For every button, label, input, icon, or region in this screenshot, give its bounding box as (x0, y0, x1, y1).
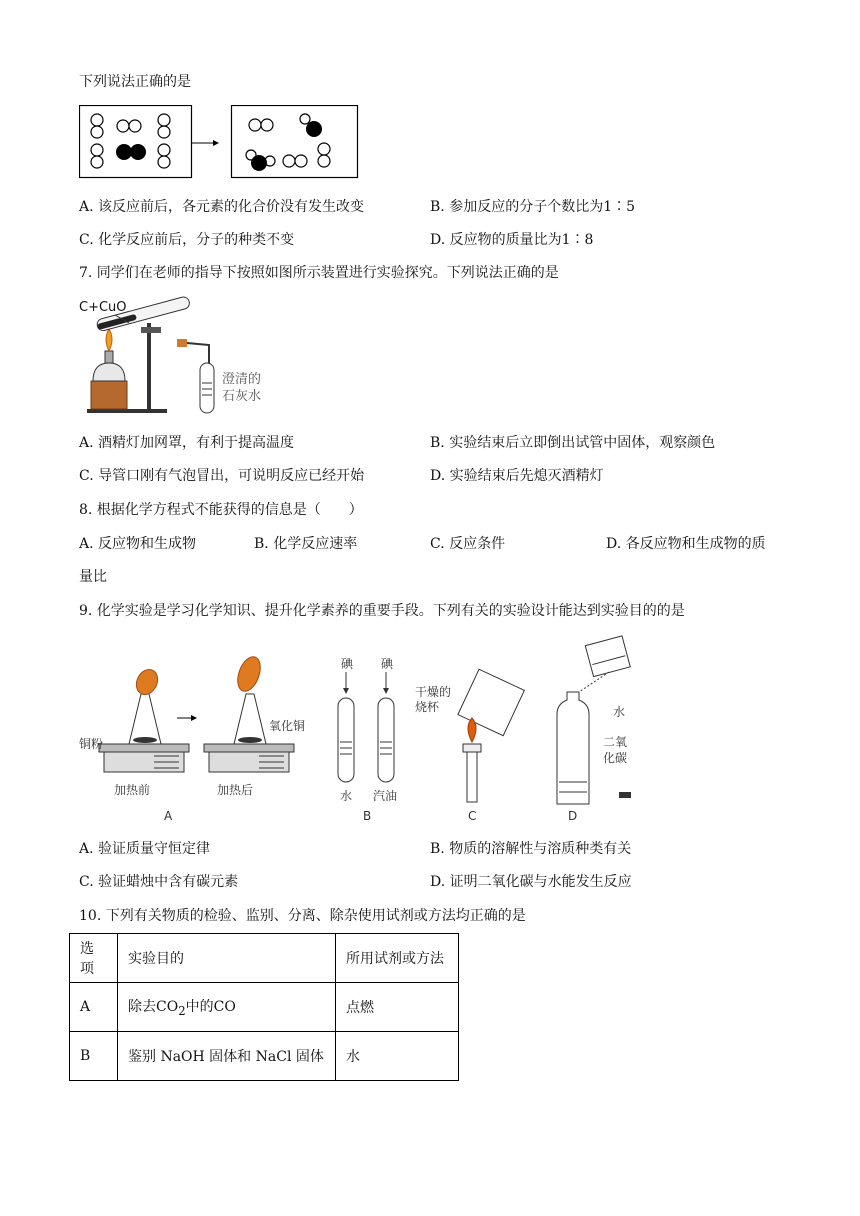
q7-label-limewater-2: 石灰水 (222, 389, 262, 404)
table-cell-method: 水 (336, 1032, 459, 1081)
formula-co2 (156, 999, 186, 1018)
formula-subscript: 2 (178, 1003, 186, 1018)
table-header-purpose: 实验目的 (118, 934, 336, 983)
q9-label-water: 水 (340, 789, 353, 803)
table-cell-purpose (118, 983, 336, 1032)
table-row (70, 1032, 459, 1081)
q8-stem: 8. 根据化学方程式不能获得的信息是（ ） (79, 502, 363, 518)
table-cell-purpose: 鉴别 NaOH 固体和 NaCl 固体 (118, 1032, 336, 1081)
q9-label-a: A (164, 809, 173, 823)
q9-label-dry-2: 烧杯 (415, 700, 440, 714)
q8-option-d: D. 各反应物和生成物的质 (606, 536, 766, 552)
q9-label-copper-powder: 铜粉 (79, 737, 104, 751)
purpose-text-mid: 中的 (185, 999, 214, 1016)
q9-option-b: B. 物质的溶解性与溶质种类有关 (430, 841, 632, 857)
q9-label-after: 加热后 (217, 783, 254, 797)
formula-co: CO (213, 999, 236, 1016)
q7-label-reactant: C+CuO (79, 300, 127, 315)
q6-stem: 下列说法正确的是 (79, 74, 191, 90)
q9-label-water-d: 水 (613, 705, 626, 719)
q9-label-d: D (568, 809, 578, 823)
table-header-option: 选项 (70, 934, 118, 983)
q7-option-b: B. 实验结束后立即倒出试管中固体，观察颜色 (430, 435, 716, 451)
table-header-method: 所用试剂或方法 (336, 934, 459, 983)
q9-label-before: 加热前 (114, 783, 151, 797)
q9-label-gasoline: 汽油 (373, 789, 398, 803)
q9-label-co2-1: 二氧 (603, 735, 628, 749)
q9-label-b: B (363, 809, 372, 823)
q8-option-d-continuation: 量比 (79, 569, 107, 585)
q9-label-iodine-2: 碘 (381, 657, 394, 671)
q9-option-a: A. 验证质量守恒定律 (79, 841, 211, 857)
q6-option-d: D. 反应物的质量比为1∶8 (430, 232, 594, 248)
q8-option-c: C. 反应条件 (430, 536, 506, 552)
q9-label-co2-2: 化碳 (603, 751, 628, 765)
q8-option-b: B. 化学反应速率 (254, 536, 358, 552)
table-cell-option: B (70, 1032, 118, 1081)
q9-label-copper-oxide: 氧化铜 (269, 719, 306, 733)
q7-label-limewater-1: 澄清的 (222, 372, 262, 387)
table-cell-method: 点燃 (336, 983, 459, 1032)
q6-option-a: A. 该反应前后，各元素的化合价没有发生改变 (79, 199, 365, 215)
q9-label-c: C (468, 809, 477, 823)
table-header-row (70, 934, 459, 983)
q8-option-a: A. 反应物和生成物 (79, 536, 197, 552)
q7-apparatus-diagram (79, 293, 279, 418)
q7-option-d: D. 实验结束后先熄灭酒精灯 (430, 468, 604, 484)
q9-label-dry-1: 干燥的 (415, 685, 452, 699)
q7-option-a: A. 酒精灯加网罩，有利于提高温度 (79, 435, 295, 451)
q9-option-d: D. 证明二氧化碳与水能发生反应 (430, 874, 632, 890)
formula-text: CO (156, 999, 179, 1016)
q9-experiments-diagram (79, 632, 659, 832)
q10-stem: 10. 下列有关物质的检验、监别、分离、除杂使用试剂或方法均正确的是 (79, 908, 526, 924)
q9-stem: 9. 化学实验是学习化学知识、提升化学素养的重要手段。下列有关的实验设计能达到实验目的的是 (79, 603, 685, 619)
table-row (70, 983, 459, 1032)
q7-stem: 7. 同学们在老师的指导下按照如图所示装置进行实验探究。下列说法正确的是 (79, 265, 559, 281)
q7-option-c: C. 导管口刚有气泡冒出，可说明反应已经开始 (79, 468, 365, 484)
q6-molecule-diagram (79, 105, 359, 180)
q9-option-c: C. 验证蜡烛中含有碳元素 (79, 874, 239, 890)
purpose-text-pre: 除去 (128, 999, 156, 1016)
q9-label-iodine-1: 碘 (341, 657, 354, 671)
q10-table (69, 933, 459, 1081)
q6-option-b: B. 参加反应的分子个数比为1∶5 (430, 199, 636, 215)
table-cell-option: A (70, 983, 118, 1032)
q6-option-c: C. 化学反应前后，分子的种类不变 (79, 232, 295, 248)
